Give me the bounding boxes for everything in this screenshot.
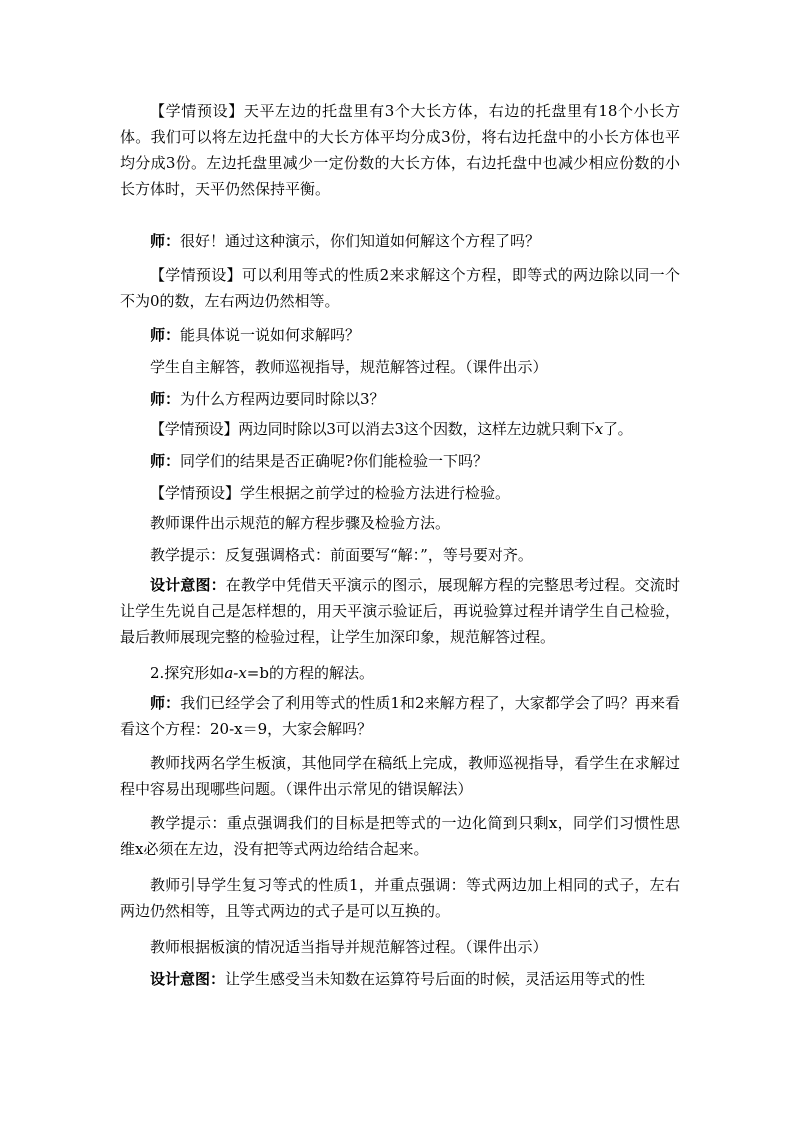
paragraph-student-solve (120, 354, 680, 380)
expression-a-minus-x: a-x (224, 664, 247, 682)
paragraph-teacher-new-equation (120, 690, 680, 742)
paragraph-text: 我们已经学会了利用等式的性质1和2来解方程了，大家都学会了吗？再来看看这个方程：20-x＝9，大家会解吗？ (120, 694, 680, 738)
paragraph-property-one-review (120, 872, 680, 924)
paragraph-student-check (120, 480, 680, 506)
paragraph-property-two (120, 262, 680, 314)
paragraph-teacher-why-divide (120, 386, 680, 412)
paragraph-design-intent-2 (120, 966, 680, 992)
paragraph-text: 教师引导学生复习等式的性质1，并重点强调：等式两边加上相同的式子，左右两边仍然相等，且等式两边的式子是可以互换的。 (120, 876, 680, 920)
speaker-label: 师： (150, 232, 181, 250)
variable-x: x (594, 420, 603, 438)
paragraph-courseware-steps (120, 510, 680, 536)
paragraph-text: 教师找两名学生板演，其他同学在稿纸上完成，教师巡视指导，看学生在求解过程中容易出现哪些问题。（课件出示常见的错误解法） (120, 754, 680, 798)
paragraph-text: 2.探究形如 (150, 664, 225, 682)
speaker-label: 师： (150, 326, 181, 344)
paragraph-guide-solution (120, 934, 680, 960)
paragraph-text: 【学情预设】学生根据之前学过的检验方法进行检验。 (150, 484, 511, 502)
speaker-label: 师： (150, 390, 181, 408)
speaker-label: 师： (150, 694, 181, 712)
paragraph-text: 教学提示：反复强调格式：前面要写“解：”，等号要对齐。 (150, 546, 533, 564)
paragraph-text: 很好！通过这种演示，你们知道如何解这个方程了吗？ (180, 232, 541, 250)
design-intent-label: 设计意图： (150, 970, 226, 988)
paragraph-teacher-check (120, 448, 680, 474)
paragraph-teaching-tip-format (120, 542, 680, 568)
paragraph-divide-answer (120, 416, 680, 442)
paragraph-text-tail: 了。 (602, 420, 633, 438)
paragraph-text: 【学情预设】天平左边的托盘里有3个大长方体，右边的托盘里有18个小长方体。我们可以将左边托盘中的大长方体平均分成3份，将右边托盘中的小长方体也平均分成3份。左边托盘里减少一定份数的大长方体，右边托盘中也减少相应份数的小长方体时，天平仍然保持平衡。 (120, 102, 680, 198)
paragraph-section-2-heading (120, 660, 680, 686)
paragraph-text: 教师课件出示规范的解方程步骤及检验方法。 (150, 514, 451, 532)
paragraph-text-tail: =b的方程的解法。 (246, 664, 374, 682)
paragraph-text: 【学情预设】两边同时除以3可以消去3这个因数，这样左边就只剩下 (150, 420, 595, 438)
speaker-label: 师： (150, 452, 181, 470)
paragraph-teaching-tip-simplify (120, 810, 680, 862)
paragraph-teacher-question (120, 228, 680, 254)
paragraph-text: 学生自主解答，教师巡视指导，规范解答过程。（课件出示） (150, 358, 548, 376)
paragraph-board-demo (120, 750, 680, 802)
paragraph-text: 同学们的结果是否正确呢?你们能检验一下吗？ (180, 452, 489, 470)
paragraph-text: 让学生感受当未知数在运算符号后面的时候，灵活运用等式的性 (225, 970, 646, 988)
paragraph-text: 在教学中凭借天平演示的图示，展现解方程的完整思考过程。交流时让学生先说自己是怎样想的，用天平演示验证后，再说验算过程并请学生自己检验，最后教师展现完整的检验过程，让学生加深印象，规范解答过程。 (120, 576, 680, 646)
paragraph-text: 教师根据板演的情况适当指导并规范解答过程。（课件出示） (150, 938, 548, 956)
paragraph-scale-demo (120, 98, 680, 202)
paragraph-design-intent-1 (120, 572, 680, 650)
paragraph-teacher-ask-explain (120, 322, 680, 348)
paragraph-text: 【学情预设】可以利用等式的性质2来求解这个方程，即等式的两边除以同一个不为0的数，左右两边仍然相等。 (120, 266, 680, 310)
paragraph-text: 能具体说一说如何求解吗？ (180, 326, 361, 344)
paragraph-text: 教学提示：重点强调我们的目标是把等式的一边化简到只剩x，同学们习惯性思维x必须在左边，没有把等式两边给结合起来。 (120, 814, 680, 858)
design-intent-label: 设计意图： (150, 576, 226, 594)
paragraph-text: 为什么方程两边要同时除以3？ (180, 390, 385, 408)
